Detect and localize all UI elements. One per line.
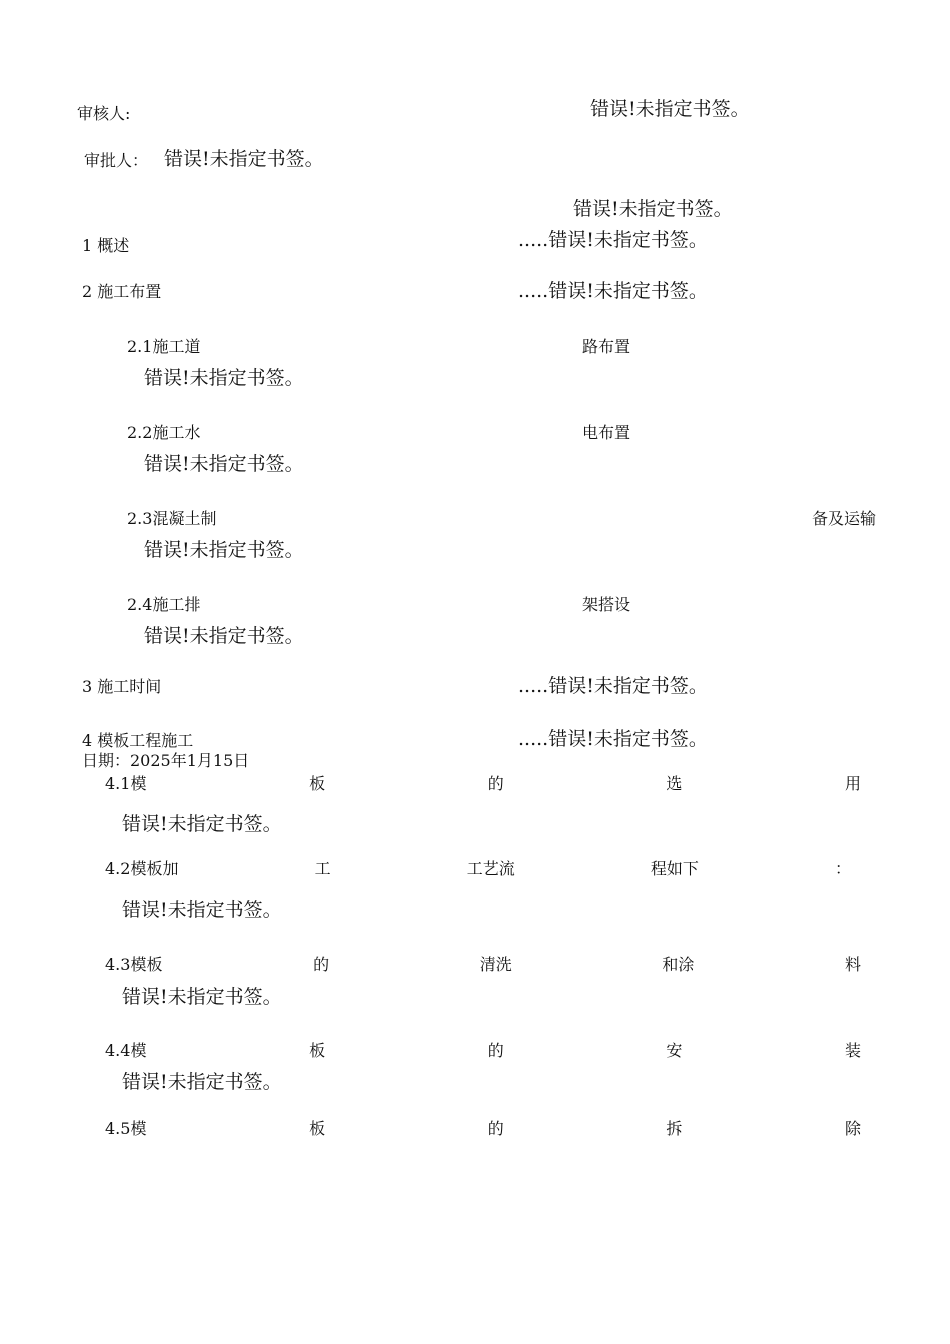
toc-entry-4-3-ref: 错误!未指定书签。 — [122, 986, 282, 1008]
toc-entry-4-1-part: 选 — [666, 774, 683, 793]
toc-entry-4-2-part: 工 — [314, 859, 331, 878]
toc-entry-4-5-row — [105, 1121, 861, 1137]
reviewer-label: 审核人: — [77, 104, 131, 123]
toc-entry-1-title: 1 概述 — [82, 236, 130, 255]
toc-entry-4-4-part: 安 — [666, 1041, 683, 1060]
toc-entry-3-title: 3 施工时间 — [82, 677, 162, 696]
toc-entry-4-4-part: 4.4模 — [105, 1041, 147, 1060]
toc-entry-2-4-b: 架搭设 — [582, 595, 631, 614]
reviewer-value: 错误!未指定书签。 — [590, 98, 750, 120]
approver-label: 审批人： — [84, 151, 149, 170]
toc-entry-4-3-part: 的 — [313, 955, 330, 974]
toc-entry-4-1-part: 板 — [309, 774, 326, 793]
toc-entry-2-1-b: 路布置 — [582, 337, 631, 356]
toc-entry-4-2-part: 4.2模板加 — [105, 859, 179, 878]
toc-entry-4-5-part: 除 — [844, 1119, 861, 1138]
toc-entry-2-2-a: 2.2施工水 — [127, 423, 201, 442]
toc-entry-4-2-part: ： — [834, 859, 851, 878]
toc-top-ref: 错误!未指定书签。 — [573, 198, 733, 220]
toc-entry-4-2-row — [105, 861, 851, 877]
toc-entry-2-2-b: 电布置 — [582, 423, 631, 442]
toc-entry-4-5-part: 拆 — [666, 1119, 683, 1138]
toc-entry-4-3-part: 和涂 — [662, 955, 695, 974]
toc-entry-2-3-a: 2.3混凝土制 — [127, 509, 217, 528]
toc-entry-4-3-part: 清洗 — [479, 955, 512, 974]
toc-entry-4-1-part: 用 — [844, 774, 861, 793]
toc-entry-4-4-part: 的 — [487, 1041, 504, 1060]
toc-entry-2-3-ref: 错误!未指定书签。 — [144, 539, 304, 561]
toc-entry-2-2-ref: 错误!未指定书签。 — [144, 453, 304, 475]
toc-entry-4-3-part: 4.3模板 — [105, 955, 163, 974]
toc-entry-4-2-ref: 错误!未指定书签。 — [122, 899, 282, 921]
toc-entry-2-ref: .....错误!未指定书签。 — [518, 280, 708, 302]
toc-entry-4-4-ref: 错误!未指定书签。 — [122, 1071, 282, 1093]
toc-entry-4-4-row — [105, 1043, 861, 1059]
toc-entry-4-ref: .....错误!未指定书签。 — [518, 728, 708, 750]
toc-entry-2-3-b: 备及运输 — [812, 509, 877, 528]
date-line: 日期：2025年1月15日 — [82, 751, 250, 770]
toc-entry-4-4-part: 装 — [844, 1041, 861, 1060]
toc-entry-2-4-ref: 错误!未指定书签。 — [144, 625, 304, 647]
toc-entry-4-1-row — [105, 776, 861, 792]
toc-entry-4-3-row — [105, 957, 861, 973]
toc-entry-1-ref: .....错误!未指定书签。 — [518, 229, 708, 251]
toc-entry-4-5-part: 的 — [487, 1119, 504, 1138]
toc-entry-4-4-part: 板 — [309, 1041, 326, 1060]
toc-entry-4-title: 4 模板工程施工 — [82, 731, 194, 750]
toc-entry-4-2-part: 程如下 — [650, 859, 699, 878]
approver-value: 错误!未指定书签。 — [164, 148, 324, 170]
toc-entry-4-5-part: 4.5模 — [105, 1119, 147, 1138]
toc-entry-4-5-part: 板 — [309, 1119, 326, 1138]
toc-entry-4-1-ref: 错误!未指定书签。 — [122, 813, 282, 835]
toc-entry-2-4-a: 2.4施工排 — [127, 595, 201, 614]
toc-entry-2-1-a: 2.1施工道 — [127, 337, 201, 356]
toc-entry-4-2-part: 工艺流 — [466, 859, 515, 878]
toc-entry-4-1-part: 的 — [487, 774, 504, 793]
toc-entry-2-title: 2 施工布置 — [82, 282, 162, 301]
toc-entry-4-3-part: 料 — [844, 955, 861, 974]
toc-entry-3-ref: .....错误!未指定书签。 — [518, 675, 708, 697]
toc-entry-2-1-ref: 错误!未指定书签。 — [144, 367, 304, 389]
toc-entry-4-1-part: 4.1模 — [105, 774, 147, 793]
